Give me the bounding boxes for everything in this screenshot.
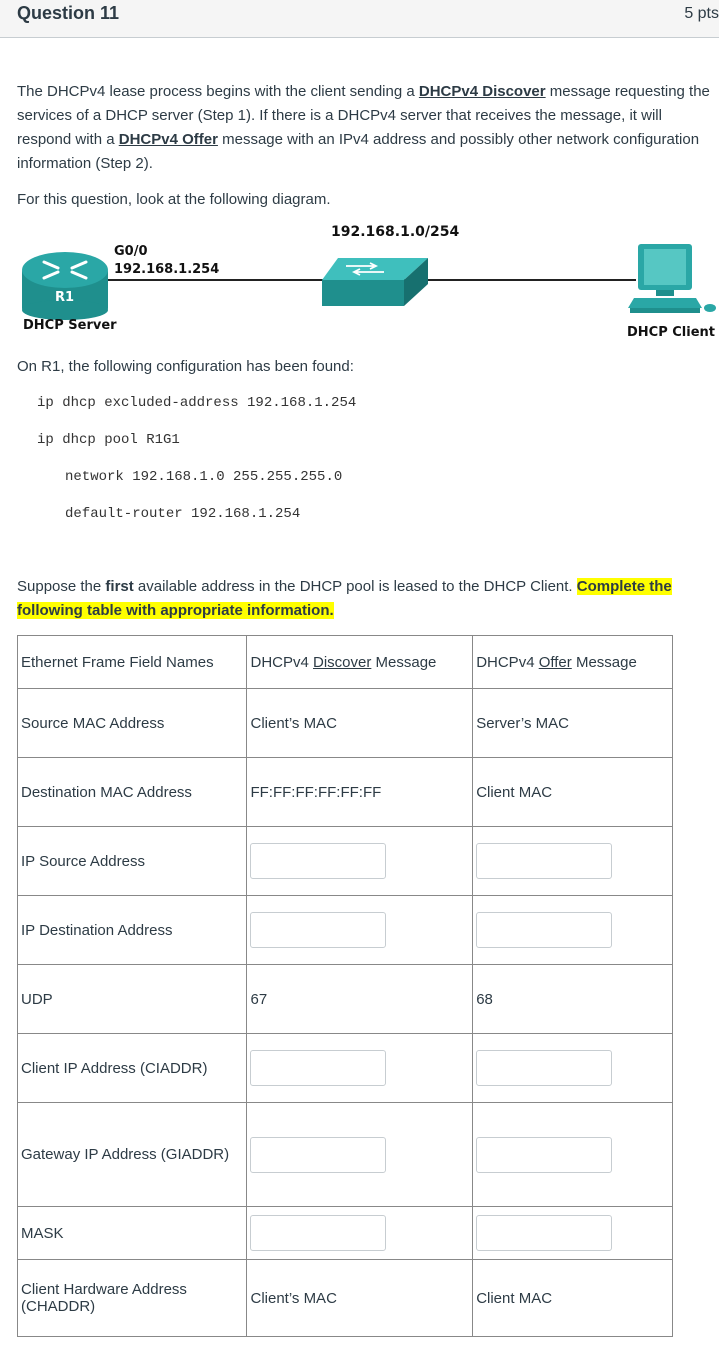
intro-text-2: message requesting the services of a DHCP server (Step 1). If there is a DHCPv4 server that receives the message, it will respond with a (17, 83, 710, 148)
ip-destination-offer-input[interactable] (476, 912, 612, 948)
router-name-label: R1 (55, 290, 75, 305)
router-icon (22, 252, 108, 320)
row-field-label: UDP (18, 965, 247, 1034)
table-row (18, 1260, 673, 1337)
header-field-names: Ethernet Frame Field Names (18, 636, 247, 689)
row-field-label: Destination MAC Address (18, 758, 247, 827)
table-row (18, 1034, 673, 1103)
discover-value: FF:FF:FF:FF:FF:FF (247, 758, 473, 827)
offer-term: DHCPv4 Offer (118, 131, 218, 148)
giaddr-offer-input[interactable] (476, 1137, 612, 1173)
intro-paragraph (17, 80, 717, 176)
table-row (18, 827, 673, 896)
ciaddr-offer-input[interactable] (476, 1050, 612, 1086)
header-discover (247, 636, 473, 689)
question-header (0, 0, 719, 38)
offer-value: Server’s MAC (473, 689, 673, 758)
dhcp-client-label: DHCP Client (627, 325, 716, 340)
frame-fields-table (17, 635, 673, 1337)
discover-value: 67 (247, 965, 473, 1034)
header-discover-term: Discover (313, 653, 372, 671)
config-intro: On R1, the following configuration has been found: (17, 358, 354, 375)
offer-answer-cell (473, 827, 673, 896)
discover-term: DHCPv4 Discover (418, 83, 546, 100)
row-field-label: Source MAC Address (18, 689, 247, 758)
discover-value: Client’s MAC (247, 1260, 473, 1337)
header-offer-prefix: DHCPv4 (476, 653, 539, 671)
row-field-label: Client Hardware Address (CHADDR) (18, 1260, 247, 1337)
intro-text-3: message with an IPv4 address and possibly other network configuration information (Step 2). (17, 131, 700, 172)
discover-answer-cell (247, 896, 473, 965)
dhcp-server-label: DHCP Server (23, 318, 117, 333)
question-points: 5 pts (684, 5, 719, 22)
mask-discover-input[interactable] (250, 1215, 386, 1251)
discover-answer-cell (247, 1034, 473, 1103)
table-row (18, 758, 673, 827)
offer-value: 68 (473, 965, 673, 1034)
header-discover-suffix: Message (371, 653, 437, 671)
instruction-highlight: Complete the following table with appropriate information. (17, 578, 672, 619)
instruction-paragraph (17, 575, 707, 623)
table-header-row (18, 636, 673, 689)
config-line-excluded: ip dhcp excluded-address 192.168.1.254 (37, 395, 357, 411)
header-offer-suffix: Message (571, 653, 637, 671)
discover-answer-cell (247, 1103, 473, 1207)
router-interface-label: G0/0 (114, 244, 148, 259)
instruction-first: first (105, 578, 134, 595)
instruction-text-1: Suppose the (17, 578, 106, 595)
discover-answer-cell (247, 827, 473, 896)
discover-answer-cell (247, 1207, 473, 1260)
ciaddr-discover-input[interactable] (250, 1050, 386, 1086)
header-discover-prefix: DHCPv4 (250, 653, 313, 671)
config-line-pool: ip dhcp pool R1G1 (37, 432, 180, 448)
network-diagram (0, 222, 719, 352)
header-offer-term: Offer (538, 653, 572, 671)
table-row (18, 689, 673, 758)
table-row (18, 965, 673, 1034)
question-title: Question 11 (17, 3, 120, 23)
config-line-default-router: default-router 192.168.1.254 (65, 506, 301, 522)
ip-source-discover-input[interactable] (250, 843, 386, 879)
table-row (18, 896, 673, 965)
offer-value: Client MAC (473, 758, 673, 827)
giaddr-discover-input[interactable] (250, 1137, 386, 1173)
offer-answer-cell (473, 1034, 673, 1103)
offer-answer-cell (473, 896, 673, 965)
offer-value: Client MAC (473, 1260, 673, 1337)
row-field-label: IP Destination Address (18, 896, 247, 965)
router-ip-label: 192.168.1.254 (114, 262, 220, 277)
instruction-text-2: available address in the DHCP pool is leased to the DHCP Client. (133, 578, 577, 595)
offer-answer-cell (473, 1207, 673, 1260)
ip-source-offer-input[interactable] (476, 843, 612, 879)
ip-destination-discover-input[interactable] (250, 912, 386, 948)
network-address-label: 192.168.1.0/254 (331, 224, 460, 240)
config-line-network: network 192.168.1.0 255.255.255.0 (65, 469, 343, 485)
pc-icon (628, 244, 716, 313)
intro-text-1: The DHCPv4 lease process begins with the client sending a (17, 83, 419, 100)
header-offer (473, 636, 673, 689)
offer-answer-cell (473, 1103, 673, 1207)
row-field-label: MASK (18, 1207, 247, 1260)
table-row (18, 1103, 673, 1207)
discover-value: Client’s MAC (247, 689, 473, 758)
table-row (18, 1207, 673, 1260)
row-field-label: IP Source Address (18, 827, 247, 896)
diagram-intro: For this question, look at the following diagram. (17, 191, 331, 208)
row-field-label: Gateway IP Address (GIADDR) (18, 1103, 247, 1207)
mask-offer-input[interactable] (476, 1215, 612, 1251)
row-field-label: Client IP Address (CIADDR) (18, 1034, 247, 1103)
switch-icon (322, 258, 428, 306)
